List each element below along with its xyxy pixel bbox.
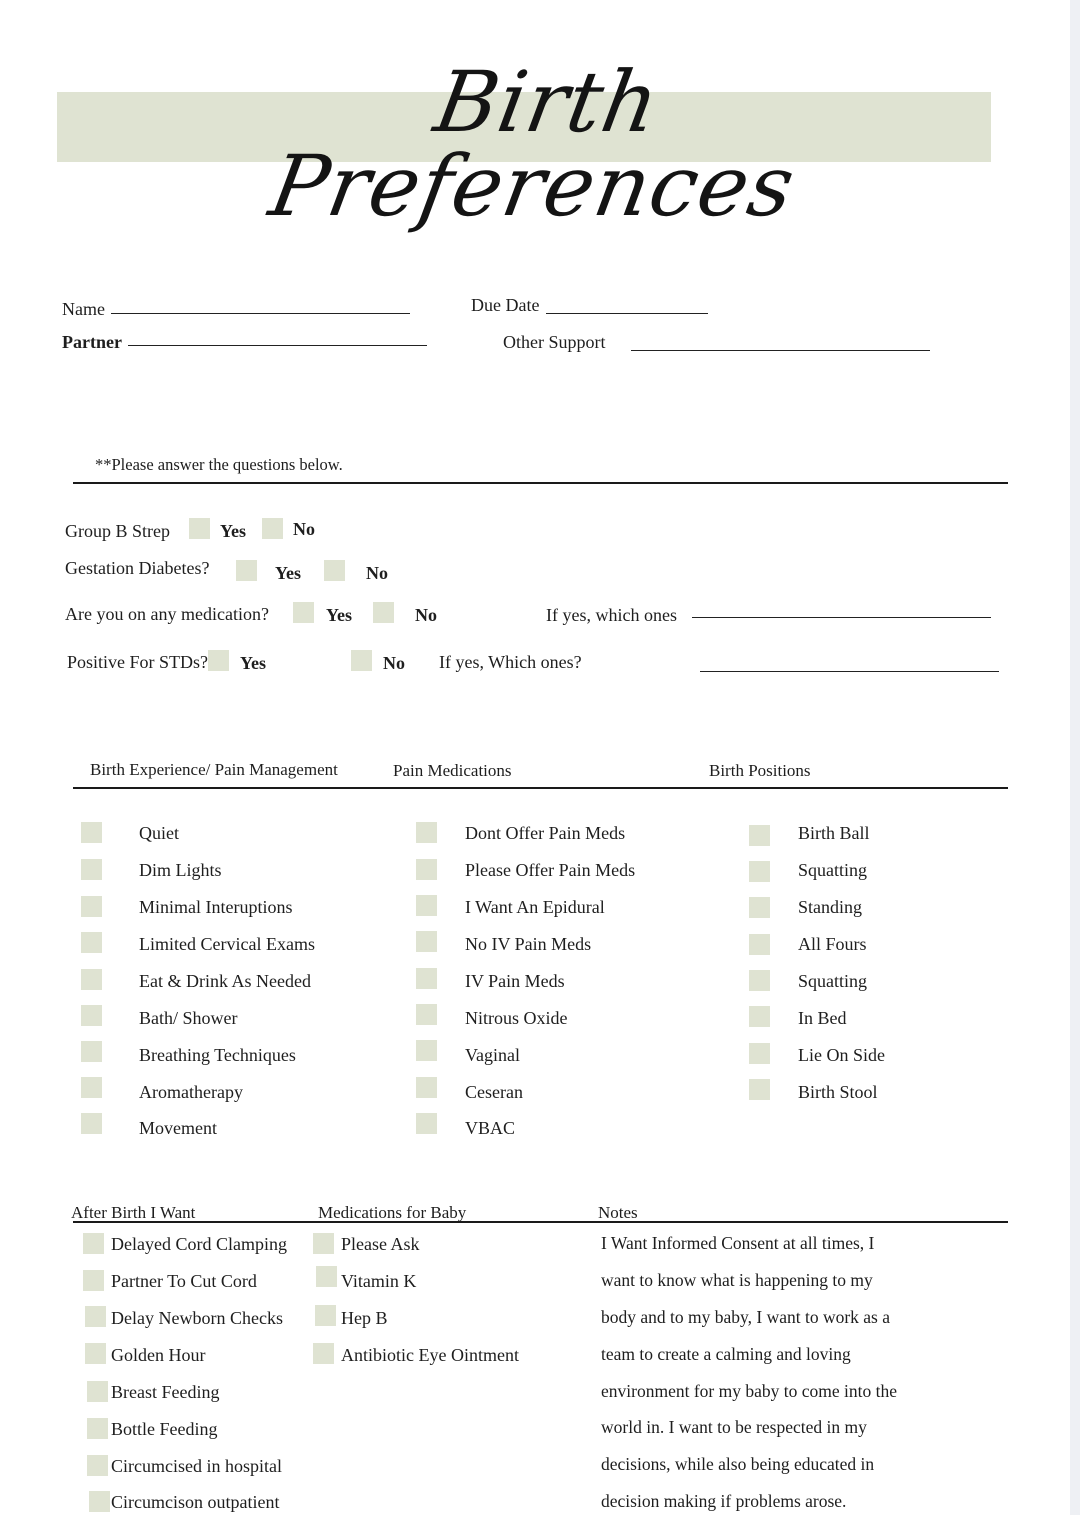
birth-positions-header: Birth Positions — [709, 761, 811, 780]
birth-experience-checkbox[interactable] — [81, 822, 102, 843]
birth-experience-checkbox[interactable] — [81, 859, 102, 880]
pain-medication-checkbox[interactable] — [416, 1113, 437, 1134]
section-divider — [73, 1221, 1008, 1223]
baby-medication-checkbox[interactable] — [313, 1233, 334, 1254]
birth-position-checkbox[interactable] — [749, 897, 770, 918]
birth-position-item: Birth Ball — [798, 823, 870, 843]
birth-position-item: Standing — [798, 897, 863, 917]
after-birth-checkbox[interactable] — [83, 1270, 104, 1291]
med-no-label: No — [415, 605, 437, 625]
after-birth-item: Partner To Cut Cord — [111, 1271, 257, 1291]
birth-position-checkbox[interactable] — [749, 1006, 770, 1027]
baby-medication-item: Please Ask — [341, 1234, 420, 1254]
after-birth-item: Circumcised in hospital — [111, 1456, 282, 1476]
std-yes-checkbox[interactable] — [208, 650, 229, 671]
after-birth-checkbox[interactable] — [83, 1233, 104, 1254]
med-followup-field[interactable] — [692, 617, 991, 618]
birth-position-item: Squatting — [798, 971, 868, 991]
other-support-label: Other Support — [503, 332, 606, 352]
notes-line: team to create a calming and loving — [601, 1344, 851, 1364]
baby-medications-header: Medications for Baby — [318, 1203, 467, 1222]
section-divider — [73, 787, 1008, 789]
page-edge — [1070, 0, 1080, 1515]
gbs-yes-checkbox[interactable] — [189, 518, 210, 539]
birth-experience-item: Quiet — [139, 823, 179, 843]
birth-experience-item: Breathing Techniques — [139, 1045, 296, 1065]
birth-position-checkbox[interactable] — [749, 825, 770, 846]
pain-medication-checkbox[interactable] — [416, 931, 437, 952]
std-label: Positive For STDs? — [67, 652, 209, 672]
after-birth-item: Delayed Cord Clamping — [111, 1234, 287, 1254]
med-label: Are you on any medication? — [65, 604, 269, 624]
birth-experience-checkbox[interactable] — [81, 1041, 102, 1062]
birth-position-checkbox[interactable] — [749, 1043, 770, 1064]
name-label: Name — [62, 299, 105, 319]
pain-medication-checkbox[interactable] — [416, 1004, 437, 1025]
birth-experience-header: Birth Experience/ Pain Management — [90, 760, 338, 779]
baby-medication-checkbox[interactable] — [313, 1343, 334, 1364]
partner-field[interactable] — [128, 345, 427, 346]
after-birth-item: Circumcison outpatient — [111, 1492, 280, 1512]
after-birth-header: After Birth I Want — [71, 1203, 196, 1222]
std-followup-label: If yes, Which ones? — [439, 652, 582, 672]
birth-position-checkbox[interactable] — [749, 934, 770, 955]
birth-experience-checkbox[interactable] — [81, 932, 102, 953]
std-no-label: No — [383, 653, 405, 673]
notes-line: body and to my baby, I want to work as a — [601, 1307, 891, 1327]
baby-medication-item: Hep B — [341, 1308, 388, 1328]
partner-label: Partner — [62, 332, 122, 352]
after-birth-item: Breast Feeding — [111, 1382, 220, 1402]
name-field[interactable] — [111, 313, 410, 314]
after-birth-item: Bottle Feeding — [111, 1419, 218, 1439]
instructions: **Please answer the questions below. — [95, 455, 343, 474]
birth-position-checkbox[interactable] — [749, 1079, 770, 1100]
pain-medication-checkbox[interactable] — [416, 1077, 437, 1098]
pain-medication-item: Vaginal — [465, 1045, 520, 1065]
pain-medication-checkbox[interactable] — [416, 859, 437, 880]
birth-experience-item: Minimal Interuptions — [139, 897, 293, 917]
pain-medication-checkbox[interactable] — [416, 968, 437, 989]
pain-medications-header: Pain Medications — [393, 761, 512, 780]
due-date-label: Due Date — [471, 295, 540, 315]
other-support-field[interactable] — [631, 350, 930, 351]
pain-medication-item: Please Offer Pain Meds — [465, 860, 636, 880]
std-followup-field[interactable] — [700, 671, 999, 672]
notes-line: want to know what is happening to my — [601, 1270, 873, 1290]
med-yes-label: Yes — [326, 605, 352, 625]
baby-medication-checkbox[interactable] — [315, 1305, 336, 1326]
notes-line: decision making if problems arose. — [601, 1491, 847, 1511]
birth-position-item: Squatting — [798, 860, 868, 880]
med-followup-label: If yes, which ones — [546, 605, 677, 625]
birth-position-checkbox[interactable] — [749, 861, 770, 882]
after-birth-item: Golden Hour — [111, 1345, 206, 1365]
notes-line: I Want Informed Consent at all times, I — [601, 1233, 875, 1253]
pain-medication-item: Ceseran — [465, 1082, 523, 1102]
notes-line: world in. I want to be respected in my — [601, 1417, 867, 1437]
notes-header: Notes — [598, 1203, 638, 1222]
gd-no-label: No — [366, 563, 388, 583]
after-birth-checkbox[interactable] — [85, 1343, 106, 1364]
after-birth-checkbox[interactable] — [87, 1381, 108, 1402]
baby-medication-checkbox[interactable] — [316, 1266, 337, 1287]
birth-experience-checkbox[interactable] — [81, 1005, 102, 1026]
notes-line: environment for my baby to come into the — [601, 1381, 897, 1401]
birth-experience-checkbox[interactable] — [81, 1077, 102, 1098]
pain-medication-item: IV Pain Meds — [465, 971, 565, 991]
birth-experience-item: Aromatherapy — [139, 1082, 243, 1102]
due-date-field[interactable] — [546, 313, 708, 314]
birth-experience-checkbox[interactable] — [81, 896, 102, 917]
birth-position-item: Lie On Side — [798, 1045, 885, 1065]
birth-experience-item: Dim Lights — [139, 860, 222, 880]
pain-medication-checkbox[interactable] — [416, 895, 437, 916]
birth-experience-checkbox[interactable] — [81, 969, 102, 990]
med-no-checkbox[interactable] — [373, 602, 394, 623]
after-birth-item: Delay Newborn Checks — [111, 1308, 283, 1328]
after-birth-checkbox[interactable] — [85, 1306, 106, 1327]
birth-position-item: In Bed — [798, 1008, 847, 1028]
pain-medication-item: Dont Offer Pain Meds — [465, 823, 626, 843]
birth-position-item: All Fours — [798, 934, 867, 954]
notes-line: decisions, while also being educated in — [601, 1454, 875, 1474]
med-yes-checkbox[interactable] — [293, 602, 314, 623]
gd-no-checkbox[interactable] — [324, 560, 345, 581]
gbs-no-checkbox[interactable] — [262, 518, 283, 539]
pain-medication-checkbox[interactable] — [416, 1040, 437, 1061]
birth-position-item: Birth Stool — [798, 1082, 878, 1102]
baby-medication-item: Antibiotic Eye Ointment — [341, 1345, 519, 1365]
pain-medication-item: Nitrous Oxide — [465, 1008, 568, 1028]
gd-label: Gestation Diabetes? — [65, 558, 210, 578]
std-yes-label: Yes — [240, 653, 266, 673]
birth-experience-checkbox[interactable] — [81, 1113, 102, 1134]
gbs-yes-label: Yes — [220, 521, 246, 541]
birth-position-checkbox[interactable] — [749, 970, 770, 991]
pain-medication-item: I Want An Epidural — [465, 897, 605, 917]
gd-yes-checkbox[interactable] — [236, 560, 257, 581]
gbs-label: Group B Strep — [65, 521, 170, 541]
page-title: Birth Preferences — [262, 53, 803, 235]
after-birth-checkbox[interactable] — [87, 1455, 108, 1476]
baby-medication-item: Vitamin K — [341, 1271, 417, 1291]
birth-experience-item: Bath/ Shower — [139, 1008, 238, 1028]
pain-medication-item: VBAC — [465, 1118, 516, 1138]
gbs-no-label: No — [293, 519, 315, 539]
pain-medication-checkbox[interactable] — [416, 822, 437, 843]
birth-experience-item: Movement — [139, 1118, 217, 1138]
section-divider — [73, 482, 1008, 484]
gd-yes-label: Yes — [275, 563, 301, 583]
pain-medication-item: No IV Pain Meds — [465, 934, 592, 954]
std-no-checkbox[interactable] — [351, 650, 372, 671]
birth-experience-item: Eat & Drink As Needed — [139, 971, 311, 991]
after-birth-checkbox[interactable] — [87, 1418, 108, 1439]
birth-experience-item: Limited Cervical Exams — [139, 934, 315, 954]
after-birth-checkbox[interactable] — [89, 1491, 110, 1512]
